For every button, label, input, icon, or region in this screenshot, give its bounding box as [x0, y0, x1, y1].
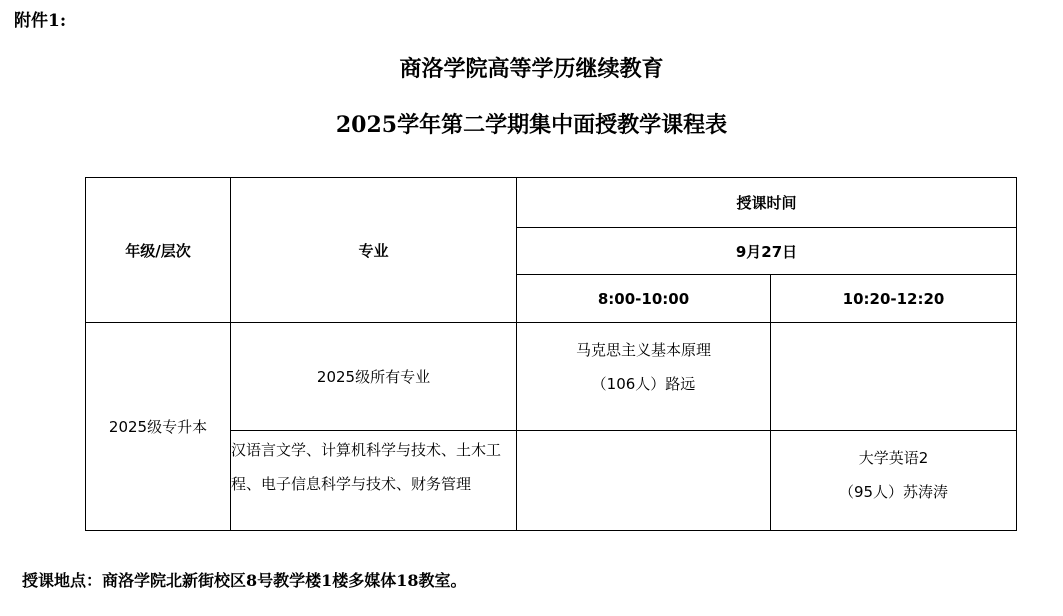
course-name: 马克思主义基本原理	[575, 341, 711, 359]
course-schedule-table	[85, 177, 1017, 531]
document-subtitle: 2025学年第二学期集中面授教学课程表	[335, 112, 728, 138]
header-slot-2: 10:20-12:20	[771, 275, 1017, 323]
document-title: 商洛学院高等学历继续教育	[399, 56, 664, 82]
header-date: 9月27日	[517, 228, 1017, 275]
class-location: 授课地点：商洛学院北新街校区8号教学楼1楼多媒体18教室。	[22, 571, 467, 590]
course-cell	[517, 431, 771, 531]
header-row	[86, 178, 1017, 228]
course-cell	[771, 431, 1017, 531]
header-class-time: 授课时间	[517, 178, 1017, 228]
course-detail: （106人）路远	[591, 375, 696, 393]
attachment-label: 附件1:	[14, 11, 67, 31]
header-major: 专业	[231, 178, 517, 323]
header-grade-level: 年级/层次	[86, 178, 231, 323]
grade-cell: 2025级专升本	[86, 323, 231, 531]
course-cell	[517, 323, 771, 431]
major-cell: 汉语言文学、计算机科学与技术、土木工程、电子信息科学与技术、财务管理	[231, 431, 517, 531]
course-detail: （95人）苏涛涛	[838, 483, 949, 501]
table-row	[86, 323, 1017, 431]
course-cell	[771, 323, 1017, 431]
major-cell: 2025级所有专业	[231, 323, 517, 431]
course-name: 大学英语2	[858, 449, 929, 467]
header-slot-1: 8:00-10:00	[517, 275, 771, 323]
